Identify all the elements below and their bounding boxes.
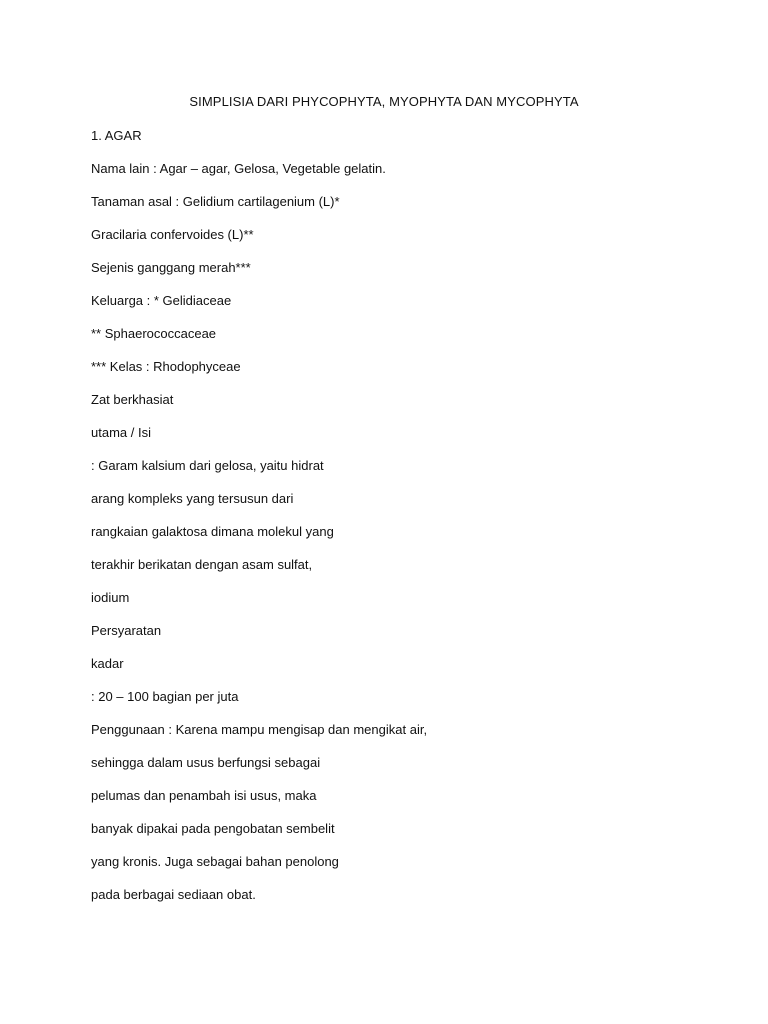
text-line: Sejenis ganggang merah*** <box>91 260 251 275</box>
text-line: pelumas dan penambah isi usus, maka <box>91 788 317 803</box>
text-line: yang kronis. Juga sebagai bahan penolong <box>91 854 339 869</box>
section-heading: 1. AGAR <box>91 128 142 143</box>
text-line: banyak dipakai pada pengobatan sembelit <box>91 821 335 836</box>
text-line: : 20 – 100 bagian per juta <box>91 689 239 704</box>
text-line: Persyaratan <box>91 623 162 638</box>
text-line: kadar <box>91 656 124 671</box>
text-line: iodium <box>91 590 130 605</box>
text-line: rangkaian galaktosa dimana molekul yang <box>91 524 334 539</box>
text-line: arang kompleks yang tersusun dari <box>91 491 294 506</box>
text-line: : Garam kalsium dari gelosa, yaitu hidrat <box>91 458 324 473</box>
text-line: Tanaman asal : Gelidium cartilagenium (L)* <box>91 194 340 209</box>
text-line: Nama lain : Agar – agar, Gelosa, Vegetable gelatin. <box>91 161 386 176</box>
text-line: pada berbagai sediaan obat. <box>91 887 256 902</box>
document-body <box>91 127 427 919</box>
text-line: Zat berkhasiat <box>91 392 174 407</box>
text-line: sehingga dalam usus berfungsi sebagai <box>91 755 321 770</box>
text-line: ** Sphaerococcaceae <box>91 326 217 341</box>
text-line: Gracilaria confervoides (L)** <box>91 227 254 242</box>
document-title: SIMPLISIA DARI PHYCOPHYTA, MYOPHYTA DAN MYCOPHYTA <box>189 94 579 109</box>
text-line: terakhir berikatan dengan asam sulfat, <box>91 557 313 572</box>
text-line: Keluarga : * Gelidiaceae <box>91 293 232 308</box>
text-line: Penggunaan : Karena mampu mengisap dan mengikat air, <box>91 722 428 737</box>
text-line: utama / Isi <box>91 425 151 440</box>
text-line: *** Kelas : Rhodophyceae <box>91 359 241 374</box>
